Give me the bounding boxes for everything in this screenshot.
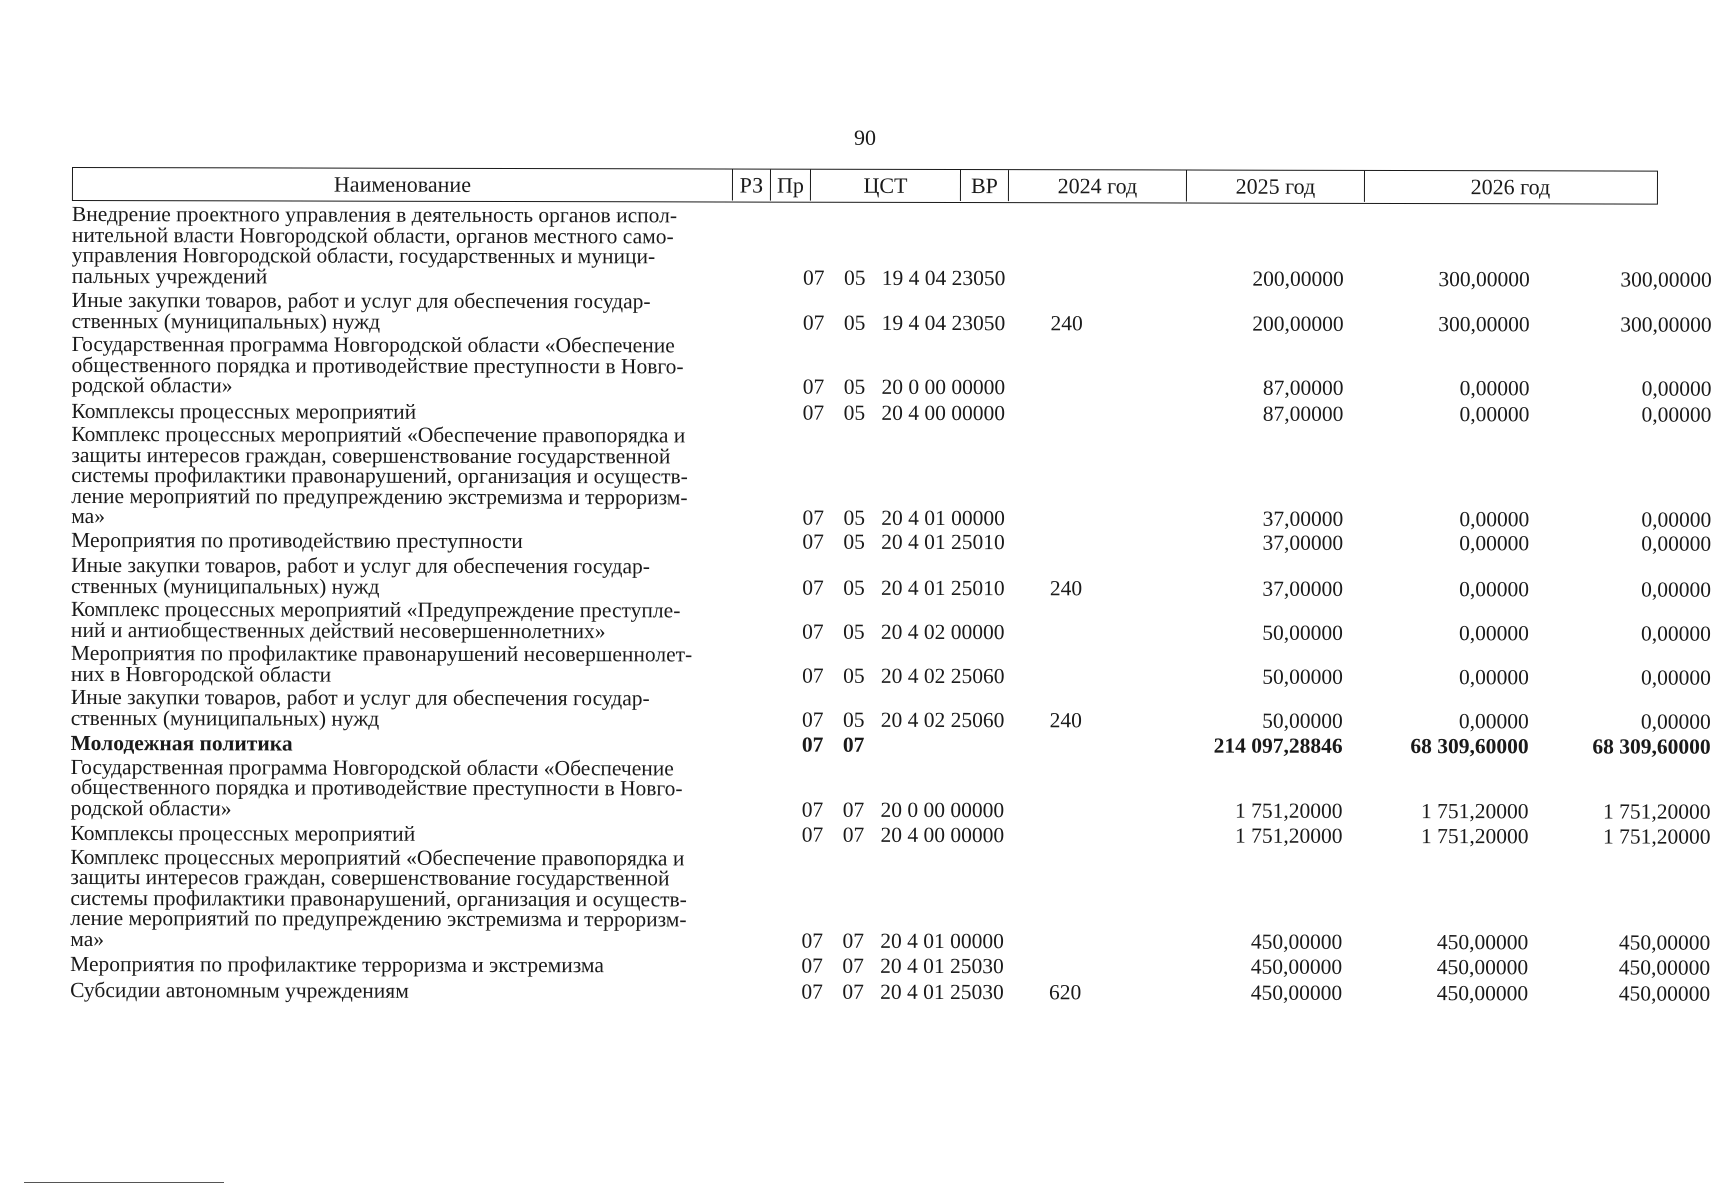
table-row bbox=[70, 977, 1711, 1006]
row-cst: 20 0 00 00000 bbox=[880, 797, 1005, 822]
row-name-line: ма» bbox=[70, 926, 105, 951]
row-cst: 20 4 01 25010 bbox=[881, 529, 1005, 554]
row-pr: 05 bbox=[843, 663, 865, 688]
header-pr: Пр bbox=[770, 170, 810, 201]
row-2026: 0,00000 bbox=[1641, 402, 1712, 427]
row-name bbox=[71, 400, 779, 422]
row-2024: 87,00000 bbox=[1262, 375, 1344, 400]
row-name-line: Государственная программа Новгородской области «Обеспечение bbox=[70, 754, 674, 780]
row-name bbox=[71, 552, 779, 599]
row-2026: 1 751,20000 bbox=[1602, 824, 1711, 849]
row-2025: 0,00000 bbox=[1459, 620, 1529, 645]
row-name-line: родской области» bbox=[71, 372, 233, 398]
row-2024: 200,00000 bbox=[1252, 311, 1344, 336]
row-2026: 1 751,20000 bbox=[1603, 798, 1711, 824]
row-rz: 07 bbox=[802, 505, 824, 530]
row-2026: 68 309,60000 bbox=[1592, 734, 1711, 759]
row-vr: 620 bbox=[1048, 979, 1082, 1004]
row-2024: 37,00000 bbox=[1262, 576, 1344, 601]
row-pr: 05 bbox=[843, 619, 865, 644]
row-2026: 450,00000 bbox=[1618, 955, 1711, 980]
row-pr: 05 bbox=[842, 707, 865, 732]
header-vr: ВР bbox=[960, 170, 1008, 201]
row-2025: 0,00000 bbox=[1458, 708, 1529, 733]
row-name-line: Комплекс процессных мероприятий «Обеспечение правопорядка и bbox=[70, 844, 685, 870]
table-row bbox=[70, 730, 1711, 759]
row-name-line: ственных (муниципальных) нужд bbox=[70, 705, 380, 731]
row-name-line: ление мероприятий по предупреждению экстремизма и терроризм- bbox=[70, 905, 687, 932]
row-rz: 07 bbox=[802, 400, 825, 425]
table-row bbox=[70, 640, 1711, 690]
row-vr: 240 bbox=[1049, 575, 1083, 600]
row-cst: 20 4 00 00000 bbox=[880, 822, 1005, 848]
row-name-line: Внедрение проектного управления в деятельность органов испол- bbox=[71, 201, 678, 228]
row-vr: 240 bbox=[1049, 707, 1082, 732]
table-body bbox=[70, 201, 1712, 1006]
row-name-line: Комплекс процессных мероприятий «Обеспечение правопорядка и bbox=[71, 421, 686, 448]
row-name-line: системы профилактики правонарушений, организация и осуществ- bbox=[70, 885, 687, 911]
row-2026: 450,00000 bbox=[1618, 930, 1711, 955]
row-rz: 07 bbox=[802, 374, 825, 399]
row-cst: 20 4 02 00000 bbox=[880, 619, 1005, 644]
row-2024: 50,00000 bbox=[1262, 620, 1343, 645]
header-2026: 2026 год bbox=[1364, 171, 1656, 203]
row-2025: 450,00000 bbox=[1436, 955, 1529, 980]
row-2026: 0,00000 bbox=[1640, 665, 1711, 690]
row-cst: 20 4 01 25030 bbox=[880, 953, 1004, 979]
row-name bbox=[71, 421, 779, 529]
row-2025: 68 309,60000 bbox=[1410, 734, 1529, 759]
row-cst: 19 4 04 23050 bbox=[881, 265, 1006, 290]
row-rz: 07 bbox=[801, 928, 824, 953]
row-pr: 07 bbox=[842, 979, 864, 1004]
budget-table bbox=[70, 167, 1712, 1006]
row-name-line: Мероприятия по профилактике правонарушений несовершеннолет- bbox=[70, 640, 693, 667]
header-cst: ЦСТ bbox=[810, 170, 960, 201]
row-cst: 20 4 01 00000 bbox=[880, 928, 1004, 953]
row-name bbox=[71, 756, 779, 819]
row-name-line: Субсидии автономным учреждениям bbox=[70, 977, 409, 1003]
table-row bbox=[71, 552, 1712, 602]
row-name-line: Иные закупки товаров, работ и услуг для обеспечения государ- bbox=[71, 287, 651, 314]
row-name-line: общественного порядка и противодействие преступности в Новго- bbox=[71, 352, 684, 378]
row-name bbox=[70, 846, 778, 950]
row-2024: 87,00000 bbox=[1262, 401, 1344, 426]
row-name bbox=[71, 529, 779, 551]
row-cst: 20 4 02 25060 bbox=[880, 663, 1005, 688]
row-name bbox=[70, 730, 779, 756]
row-name-line: Комплексы процессных мероприятий bbox=[71, 398, 417, 424]
row-2026: 0,00000 bbox=[1641, 376, 1712, 401]
row-pr: 07 bbox=[842, 822, 865, 847]
row-2026: 450,00000 bbox=[1618, 981, 1711, 1006]
row-name-line: пальных учреждений bbox=[71, 263, 268, 288]
row-vr: 240 bbox=[1050, 310, 1083, 335]
row-rz: 07 bbox=[801, 979, 823, 1004]
row-2025: 1 751,20000 bbox=[1420, 824, 1529, 849]
row-2025: 0,00000 bbox=[1459, 401, 1530, 426]
table-row bbox=[70, 754, 1711, 824]
row-cst: 20 0 00 00000 bbox=[881, 374, 1006, 400]
row-pr: 07 bbox=[842, 928, 865, 953]
row-2024: 50,00000 bbox=[1262, 708, 1343, 733]
row-name-line: Государственная программа Новгородской области «Обеспечение bbox=[71, 331, 675, 358]
row-name-line: ма» bbox=[71, 503, 106, 529]
row-name-line: Молодежная политика bbox=[70, 730, 293, 756]
table-header bbox=[72, 167, 1658, 205]
row-2026: 300,00000 bbox=[1620, 267, 1712, 292]
row-name bbox=[70, 596, 779, 643]
table-row bbox=[71, 201, 1712, 292]
row-rz: 07 bbox=[802, 529, 824, 554]
row-pr: 07 bbox=[842, 953, 864, 978]
row-2026: 0,00000 bbox=[1641, 531, 1712, 556]
table-row bbox=[71, 331, 1712, 401]
row-2025: 300,00000 bbox=[1438, 266, 1530, 291]
row-rz: 07 bbox=[802, 575, 824, 600]
row-2024: 37,00000 bbox=[1262, 506, 1344, 531]
row-name-line: ление мероприятий по предупреждению экстремизма и терроризм- bbox=[71, 483, 688, 509]
row-name-line: Мероприятия по противодействию преступности bbox=[71, 527, 523, 553]
row-name bbox=[70, 640, 779, 687]
row-cst: 19 4 04 23050 bbox=[881, 310, 1006, 335]
row-pr: 07 bbox=[842, 797, 865, 822]
row-rz: 07 bbox=[801, 732, 824, 757]
row-name-line: Комплексы процессных мероприятий bbox=[70, 820, 416, 846]
row-name-line: системы профилактики правонарушений, организация и осуществ- bbox=[71, 462, 688, 489]
row-2024: 450,00000 bbox=[1250, 980, 1343, 1005]
row-2024: 50,00000 bbox=[1262, 664, 1343, 689]
row-2025: 1 751,20000 bbox=[1421, 798, 1529, 823]
row-2026: 0,00000 bbox=[1641, 621, 1711, 646]
row-2024: 1 751,20000 bbox=[1234, 823, 1343, 848]
row-name-line: Комплекс процессных мероприятий «Предупреждение преступле- bbox=[70, 596, 681, 623]
table-row bbox=[70, 951, 1711, 980]
table-row bbox=[71, 421, 1712, 532]
row-name-line: ственных (муниципальных) нужд bbox=[71, 573, 380, 599]
row-name bbox=[70, 820, 778, 846]
row-pr: 05 bbox=[843, 374, 866, 399]
row-name-line: управления Новгородской области, государственных и муници- bbox=[71, 242, 656, 269]
row-2024: 37,00000 bbox=[1262, 530, 1344, 555]
row-name bbox=[70, 684, 779, 731]
header-2024: 2024 год bbox=[1008, 170, 1186, 201]
table-row bbox=[70, 844, 1711, 955]
row-2024: 214 097,28846 bbox=[1213, 733, 1343, 758]
row-rz: 07 bbox=[802, 265, 825, 290]
row-cst: 20 4 02 25060 bbox=[880, 707, 1005, 732]
row-pr: 05 bbox=[843, 400, 866, 425]
row-2024: 1 751,20000 bbox=[1235, 798, 1343, 823]
row-2025: 450,00000 bbox=[1436, 929, 1529, 954]
row-2026: 0,00000 bbox=[1641, 507, 1712, 532]
row-name-line: нительной власти Новгородской области, органов местного само- bbox=[71, 222, 674, 248]
row-2024: 450,00000 bbox=[1250, 954, 1343, 979]
row-rz: 07 bbox=[801, 797, 824, 822]
row-name-line: Иные закупки товаров, работ и услуг для обеспечения государ- bbox=[70, 684, 650, 711]
row-name bbox=[70, 979, 778, 1001]
row-name-line: ний и антиобщественных действий несовершеннолетних» bbox=[70, 617, 606, 643]
row-rz: 07 bbox=[802, 663, 824, 688]
row-2025: 450,00000 bbox=[1436, 980, 1529, 1005]
row-name bbox=[71, 331, 779, 398]
row-name-line: общественного порядка и противодействие преступности в Новго- bbox=[70, 774, 683, 801]
row-pr: 07 bbox=[842, 732, 865, 757]
row-2025: 0,00000 bbox=[1459, 376, 1530, 401]
row-2025: 0,00000 bbox=[1459, 530, 1530, 555]
row-rz: 07 bbox=[801, 707, 824, 732]
row-2025: 0,00000 bbox=[1459, 507, 1530, 532]
footer-rule bbox=[24, 1182, 224, 1183]
row-name-line: Мероприятия по профилактике терроризма и экстремизма bbox=[70, 951, 604, 978]
row-cst: 20 4 01 25030 bbox=[880, 979, 1004, 1004]
row-pr: 05 bbox=[843, 575, 865, 600]
table-row bbox=[71, 527, 1712, 556]
row-name-line: родской области» bbox=[70, 795, 232, 820]
row-rz: 07 bbox=[802, 619, 824, 644]
row-pr: 05 bbox=[843, 310, 866, 335]
table-row bbox=[71, 398, 1712, 427]
row-name-line: Иные закупки товаров, работ и услуг для обеспечения государ- bbox=[71, 552, 650, 579]
row-cst: 20 4 01 00000 bbox=[881, 505, 1005, 531]
row-2024: 200,00000 bbox=[1252, 266, 1344, 291]
row-2025: 300,00000 bbox=[1438, 311, 1530, 336]
table-row bbox=[70, 596, 1711, 646]
row-2025: 0,00000 bbox=[1458, 664, 1529, 689]
row-pr: 05 bbox=[843, 505, 865, 530]
header-name: Наименование bbox=[333, 171, 472, 197]
row-2025: 0,00000 bbox=[1459, 576, 1530, 601]
row-name bbox=[70, 951, 778, 978]
row-rz: 07 bbox=[802, 310, 825, 335]
table-row bbox=[70, 684, 1711, 734]
table-row bbox=[71, 287, 1712, 337]
row-pr: 05 bbox=[843, 265, 866, 290]
row-cst: 20 4 00 00000 bbox=[881, 400, 1006, 425]
row-name-line: защиты интересов граждан, совершенствование государственной bbox=[70, 864, 670, 891]
row-rz: 07 bbox=[801, 822, 824, 847]
row-2026: 300,00000 bbox=[1620, 312, 1712, 337]
row-name bbox=[71, 201, 780, 288]
row-name bbox=[71, 287, 780, 334]
page-number: 90 bbox=[854, 125, 876, 150]
row-cst: 20 4 01 25010 bbox=[881, 575, 1005, 600]
header-rz: РЗ bbox=[732, 169, 770, 200]
row-rz: 07 bbox=[801, 953, 823, 978]
row-pr: 05 bbox=[843, 529, 865, 554]
row-2026: 0,00000 bbox=[1641, 577, 1712, 602]
row-name-line: ственных (муниципальных) нужд bbox=[71, 308, 381, 334]
row-2026: 0,00000 bbox=[1640, 709, 1711, 734]
header-2025: 2025 год bbox=[1186, 171, 1364, 202]
table-row bbox=[70, 820, 1711, 849]
row-name-line: них в Новгородской области bbox=[70, 661, 332, 687]
row-name-line: защиты интересов граждан, совершенствование государственной bbox=[71, 442, 671, 468]
row-2024: 450,00000 bbox=[1250, 929, 1343, 954]
